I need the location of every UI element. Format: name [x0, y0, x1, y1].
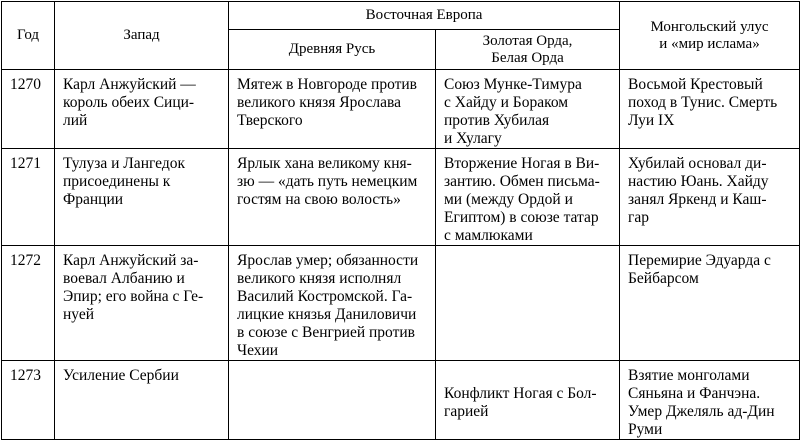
mongol-cell: Перемирие Эдуарда с Бейбарсом [620, 246, 800, 361]
rus-cell [229, 361, 436, 440]
mongol-cell: Хубилай основал ди- настию Юань. Хайду занял Яркенд и Каш- гар [620, 149, 800, 246]
table-row [2, 361, 800, 440]
header-horde [436, 30, 620, 70]
year-cell: 1272 [2, 246, 55, 361]
header-eastern-europe: Восточная Европа [229, 2, 620, 30]
header-horde-line1: Золотая Орда, [482, 32, 573, 49]
rus-cell: Ярлык хана великому кня- зю — «дать путь немецким гостям на свою волость» [229, 149, 436, 246]
west-cell: Усиление Сербии [55, 361, 229, 440]
table-row [2, 70, 800, 149]
horde-cell: Союз Мунке-Тимура с Хайду и Бораком против Хубилая и Хулагу [436, 70, 620, 149]
chronology-table [1, 1, 800, 440]
header-year: Год [2, 2, 55, 70]
west-cell: Тулуза и Лангедок присоединены к Франции [55, 149, 229, 246]
rus-cell: Ярослав умер; обязанности великого князя исполнял Василий Костромской. Га- лицкие князья Даниловичи в союзе с Венгрией против Чехии [229, 246, 436, 361]
header-mongol-line2: и «мир ислама» [659, 35, 760, 52]
header-horde-line2: Белая Орда [491, 49, 564, 66]
table-row [2, 246, 800, 361]
year-cell: 1271 [2, 149, 55, 246]
header-mongol [620, 2, 800, 70]
horde-cell: Вторжение Ногая в Ви- зантию. Обмен письма- ми (между Ордой и Египтом) в союзе татар с мамлюками [436, 149, 620, 246]
header-west: Запад [55, 2, 229, 70]
mongol-cell: Восьмой Крестовый поход в Тунис. Смерть Луи IX [620, 70, 800, 149]
west-cell: Карл Анжуйский за- воевал Албанию и Эпир; его война с Ге- нуей [55, 246, 229, 361]
year-cell: 1273 [2, 361, 55, 440]
rus-cell: Мятеж в Новгороде против великого князя Ярослава Тверского [229, 70, 436, 149]
year-cell: 1270 [2, 70, 55, 149]
header-mongol-line1: Монгольский улус [650, 18, 769, 35]
mongol-cell: Взятие монголами Сяньяна и Фанчэна. Умер Джеляль ад-Дин Руми [620, 361, 800, 440]
header-ancient-rus: Древняя Русь [229, 30, 436, 70]
horde-cell [436, 246, 620, 361]
table-row [2, 149, 800, 246]
west-cell: Карл Анжуйский — король обеих Сици- лий [55, 70, 229, 149]
horde-cell: Конфликт Ногая с Бол- гарией [436, 361, 620, 440]
